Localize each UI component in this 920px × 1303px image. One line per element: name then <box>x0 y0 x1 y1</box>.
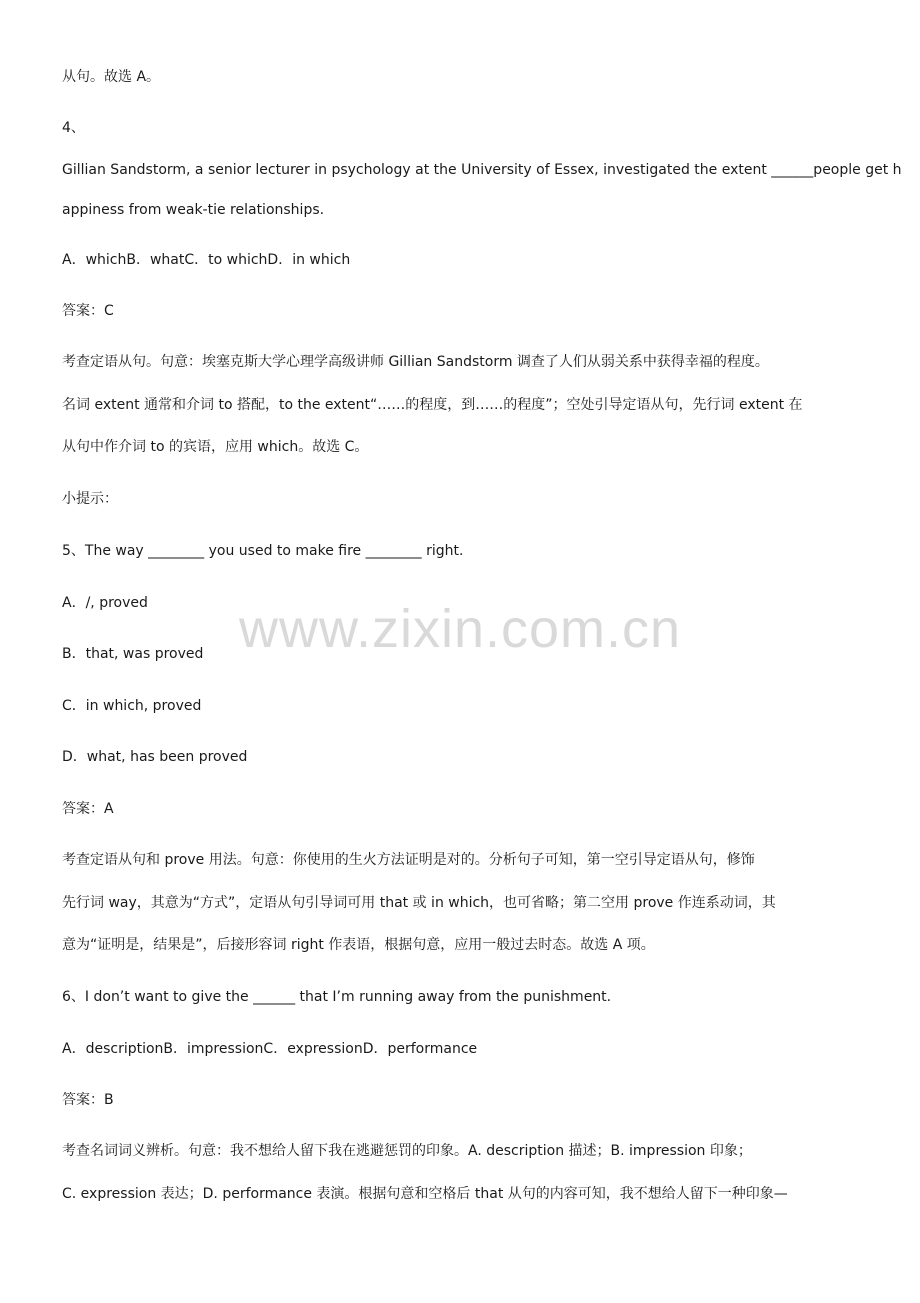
tip-heading: 小提示： <box>62 491 118 507</box>
question-text: 5、The way ________ you used to make fire ________ right. <box>62 543 464 559</box>
explanation-line: C. expression 表达；D. performance 表演。根据句意和空格后 that 从句的内容可知，我不想给人留下一种印象— <box>62 1186 788 1202</box>
question-text: appiness from weak-tie relationships. <box>62 202 325 218</box>
explanation-line: 考查定语从句和 prove 用法。句意：你使用的生火方法证明是对的。分析句子可知，第一空引导定语从句，修饰 <box>62 852 755 868</box>
answer-key: 答案：A <box>62 801 114 817</box>
watermark: www.zixin.com.cn <box>238 599 682 659</box>
explanation-line: 意为“证明是，结果是”，后接形容词 right 作表语，根据句意，应用一般过去时态。故选 A 项。 <box>62 937 655 953</box>
question-number: 4、 <box>62 120 85 136</box>
answer-options: A．whichB．whatC．to whichD．in which <box>62 252 351 268</box>
option-b: B．that, was proved <box>62 646 204 662</box>
option-d: D．what, has been proved <box>62 749 248 765</box>
option-c: C．in which, proved <box>62 698 202 714</box>
option-a: A．/, proved <box>62 595 148 611</box>
answer-options: A．descriptionB．impressionC．expressionD．performance <box>62 1041 478 1057</box>
explanation-line: 名词 extent 通常和介词 to 搭配，to the extent“……的程度，到……的程度”；空处引导定语从句，先行词 extent 在 <box>62 397 803 413</box>
question-text: Gillian Sandstorm, a senior lecturer in psychology at the University of Essex, investigated the extent ______people get h <box>62 162 902 178</box>
answer-key: 答案：C <box>62 303 114 319</box>
explanation-line: 考查名词词义辨析。句意：我不想给人留下我在逃避惩罚的印象。A. description 描述；B. impression 印象； <box>62 1143 752 1159</box>
answer-key: 答案：B <box>62 1092 114 1108</box>
explanation-line: 考查定语从句。句意：埃塞克斯大学心理学高级讲师 Gillian Sandstorm 调查了人们从弱关系中获得幸福的程度。 <box>62 354 769 370</box>
text-line: 从句。故选 A。 <box>62 69 161 85</box>
question-text: 6、I don’t want to give the ______ that I’m running away from the punishment. <box>62 989 612 1005</box>
explanation-line: 从句中作介词 to 的宾语，应用 which。故选 C。 <box>62 439 369 455</box>
explanation-line: 先行词 way，其意为“方式”，定语从句引导词可用 that 或 in which，也可省略；第二空用 prove 作连系动词，其 <box>62 895 776 911</box>
